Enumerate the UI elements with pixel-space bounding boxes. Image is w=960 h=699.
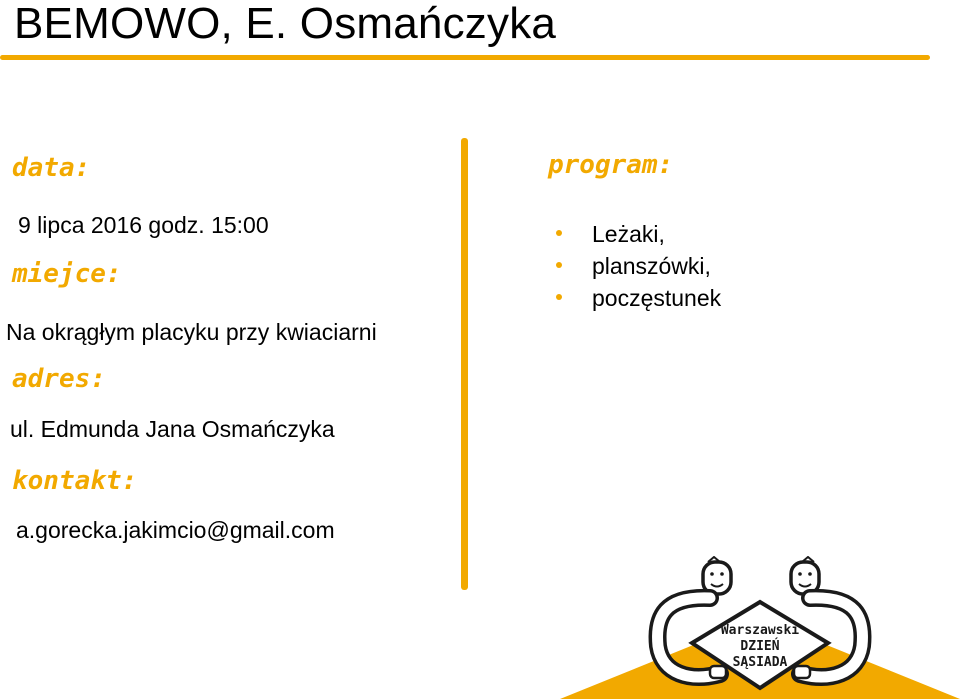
program-item-label: planszówki, bbox=[592, 253, 711, 279]
left-hand-icon bbox=[710, 666, 726, 678]
bullet-icon bbox=[556, 294, 562, 300]
contact-label: kontakt: bbox=[12, 466, 138, 496]
logo-text-line1: Warszawski bbox=[720, 623, 800, 638]
address-value: ul. Edmunda Jana Osmańczyka bbox=[10, 416, 335, 442]
program-item bbox=[556, 218, 721, 250]
bullet-icon bbox=[556, 262, 562, 268]
contact-email-link[interactable]: a.gorecka.jakimcio@gmail.com bbox=[16, 517, 335, 543]
bullet-icon bbox=[556, 230, 562, 236]
program-label: program: bbox=[548, 150, 674, 180]
date-value: 9 lipca 2016 godz. 15:00 bbox=[18, 212, 269, 238]
logo-text-line2: DZIEŃ bbox=[740, 639, 780, 654]
title-underline bbox=[0, 55, 930, 60]
right-hand-icon bbox=[794, 666, 810, 678]
dzien-sasiada-logo bbox=[560, 556, 960, 699]
page-title: BEMOWO, E. Osmańczyka bbox=[14, 0, 557, 48]
place-label: miejce: bbox=[12, 259, 122, 289]
program-item-label: poczęstunek bbox=[592, 285, 722, 311]
date-label: data: bbox=[12, 153, 91, 183]
program-list bbox=[556, 218, 721, 314]
place-value: Na okrągłym placyku przy kwiaciarni bbox=[6, 319, 377, 345]
column-divider bbox=[461, 138, 468, 590]
logo-text-line3: SĄSIADA bbox=[732, 655, 788, 670]
program-item-label: Leżaki, bbox=[592, 221, 665, 247]
program-item bbox=[556, 250, 721, 282]
program-item bbox=[556, 282, 721, 314]
address-label: adres: bbox=[12, 364, 106, 394]
